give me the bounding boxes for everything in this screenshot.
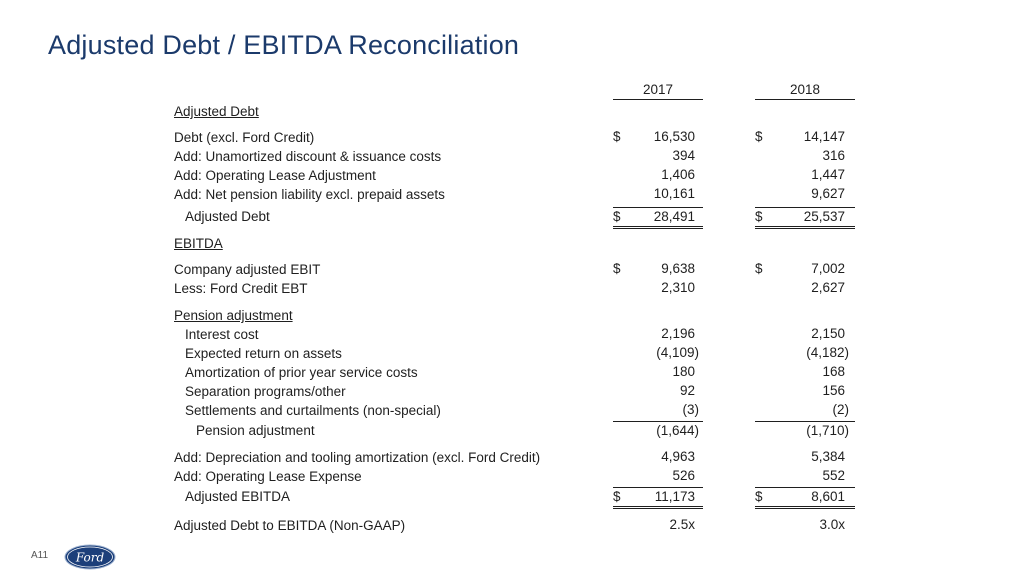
value-2018: 8,601: [811, 489, 845, 504]
table-row: [0, 346, 1024, 364]
table-row: [0, 149, 1024, 167]
value-2018: 2,627: [811, 280, 845, 295]
ratio-row: [0, 518, 1024, 536]
table-row: [0, 168, 1024, 186]
total-row-adjusted-ebitda: [0, 489, 1024, 507]
value-2018: (1,710): [806, 423, 849, 438]
row-label: Add: Net pension liability excl. prepaid assets: [174, 187, 445, 202]
row-label: Adjusted EBITDA: [185, 489, 291, 504]
value-2017: 10,161: [653, 186, 695, 201]
row-label: Adjusted Debt to EBITDA (Non-GAAP): [174, 518, 406, 533]
ford-logo: [64, 544, 116, 575]
total-row-adjusted-debt: [0, 209, 1024, 227]
row-label: Add: Unamortized discount & issuance costs: [174, 149, 442, 164]
section-heading-row: [0, 104, 1024, 122]
value-2017: 92: [679, 383, 695, 398]
row-label: Debt (excl. Ford Credit): [174, 130, 315, 145]
row-label: Interest cost: [185, 327, 259, 342]
value-2018: 316: [822, 148, 845, 163]
table-row: [0, 327, 1024, 345]
value-2017: 2.5x: [669, 517, 695, 532]
table-row: [0, 469, 1024, 487]
row-label: Settlements and curtailments (non-special): [185, 403, 441, 418]
row-label: Separation programs/other: [185, 384, 346, 399]
value-2017: 2,310: [661, 280, 695, 295]
dollar-sign: $: [613, 129, 621, 144]
row-label: Add: Operating Lease Expense: [174, 469, 362, 484]
value-2017: (1,644): [656, 423, 699, 438]
table-row: [0, 450, 1024, 468]
value-2017: 4,963: [661, 449, 695, 464]
section-heading-row: [0, 236, 1024, 254]
value-2018: (2): [832, 402, 849, 417]
value-2018: 14,147: [803, 129, 845, 144]
value-2017: 180: [672, 364, 695, 379]
row-label: Less: Ford Credit EBT: [174, 281, 308, 296]
value-2017: 2,196: [661, 326, 695, 341]
column-header-2018: 2018: [755, 82, 855, 100]
table-row: [0, 130, 1024, 148]
value-2017: 9,638: [661, 261, 695, 276]
table-row: [0, 262, 1024, 280]
value-2017: 1,406: [661, 167, 695, 182]
value-2018: 3.0x: [819, 517, 845, 532]
value-2018: 2,150: [811, 326, 845, 341]
value-2018: 9,627: [811, 186, 845, 201]
row-label: Amortization of prior year service costs: [185, 365, 418, 380]
dollar-sign: $: [613, 209, 621, 224]
value-2017: 28,491: [653, 209, 695, 224]
ford-oval-icon: [64, 544, 116, 570]
section-heading-adjusted-debt: Adjusted Debt: [174, 104, 259, 119]
value-2018: 552: [822, 468, 845, 483]
value-2018: 7,002: [811, 261, 845, 276]
value-2017: 394: [672, 148, 695, 163]
table-row: [0, 403, 1024, 421]
value-2018: 5,384: [811, 449, 845, 464]
row-label: Pension adjustment: [196, 423, 315, 438]
dollar-sign: $: [755, 129, 763, 144]
dollar-sign: $: [613, 489, 621, 504]
value-2017: 16,530: [653, 129, 695, 144]
value-2018: 25,537: [803, 209, 845, 224]
value-2018: 168: [822, 364, 845, 379]
table-row: [0, 187, 1024, 205]
table-row: [0, 384, 1024, 402]
value-2018: 156: [822, 383, 845, 398]
ford-logo-text: Ford: [75, 550, 105, 565]
value-2018: (4,182): [806, 345, 849, 360]
page-title: Adjusted Debt / EBITDA Reconciliation: [48, 30, 520, 60]
table-row: [0, 281, 1024, 299]
value-2017: (4,109): [656, 345, 699, 360]
row-label: Add: Operating Lease Adjustment: [174, 168, 376, 183]
value-2017: 526: [672, 468, 695, 483]
row-label: Company adjusted EBIT: [174, 262, 321, 277]
page-number: A11: [31, 550, 49, 561]
dollar-sign: $: [613, 261, 621, 276]
dollar-sign: $: [755, 489, 763, 504]
dollar-sign: $: [755, 209, 763, 224]
value-2018: 1,447: [811, 167, 845, 182]
table-row: [0, 365, 1024, 383]
section-heading-pension: Pension adjustment: [174, 308, 293, 323]
column-header-2017: 2017: [613, 82, 703, 100]
section-heading-row: [0, 308, 1024, 326]
dollar-sign: $: [755, 261, 763, 276]
row-label: Adjusted Debt: [185, 209, 270, 224]
row-label: Add: Depreciation and tooling amortization (excl. Ford Credit): [174, 450, 541, 465]
subtotal-row-pension: [0, 423, 1024, 441]
section-heading-ebitda: EBITDA: [174, 236, 223, 251]
value-2017: (3): [682, 402, 699, 417]
value-2017: 11,173: [654, 489, 695, 504]
row-label: Expected return on assets: [185, 346, 342, 361]
